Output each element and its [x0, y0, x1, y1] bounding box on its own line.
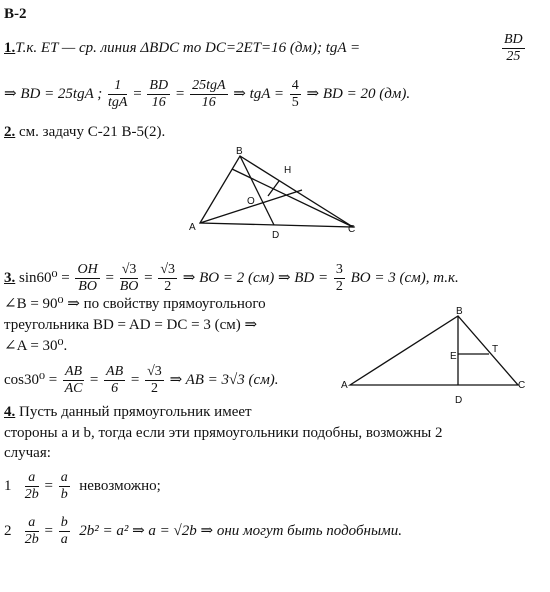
problem-4-number: 4. — [4, 404, 16, 420]
fig1-label-c: C — [348, 224, 356, 235]
fig1-label-a: A — [189, 222, 196, 233]
problem-1-line-2: ⇒ BD = 25tgA ; $\frac{1}{\text{tgA}}$ = $\frac{BD}{16}$ = $\frac{\text{25tgA}}{16}$ ⇒ tgA = $\frac{4}{5}$ ⇒ BD = 20 (дм). — [4, 78, 411, 110]
problem-4-case-2: 2 $\frac{a}{2b}$ = $\frac{b}{a}$ 2b² = a² ⇒ a = √2b ⇒ они могут быть подобными. — [4, 515, 402, 547]
variant-header: В-2 — [4, 6, 27, 22]
problem-2-text: см. задачу С-21 В-5(2). — [19, 124, 166, 140]
problem-1-tg-fraction: $\frac{BD}{25}$ — [504, 32, 523, 64]
problem-3-line-1: 3. sin60⁰ = $\frac{OH}{BO}$ = $\frac{√3}{BO}$ = $\frac{√3}{2}$ ⇒ BO = 2 (см) ⇒ BD = $\frac{3}{2}$ BO = 3 (см), т.к. — [4, 262, 459, 294]
fig2-label-t: T — [492, 344, 499, 355]
problem-4-case-1: 1 $\frac{a}{2b}$ = $\frac{a}{b}$ невозможно; — [4, 470, 161, 502]
fig1-label-d: D — [272, 230, 280, 241]
problem-1-number: 1. — [4, 40, 16, 56]
fig2-label-e: E — [450, 351, 457, 362]
fig2-label-b: B — [456, 306, 463, 317]
fig1-label-b: B — [236, 146, 243, 157]
problem-3-number: 3. — [4, 269, 16, 286]
problem-3-cos-line: cos30⁰ = $\frac{AB}{AC}$ = $\frac{AB}{6}$ = $\frac{√3}{2}$ ⇒ AB = 3√3 (см). — [4, 364, 279, 396]
problem-1-text: Т.к. ET — ср. линия ΔBDC то DC=2ET=16 (дм); tgA = — [15, 40, 361, 56]
problem-4-line-3: случая: — [4, 445, 51, 461]
fig2-label-c: C — [518, 380, 526, 391]
fig2-label-a: A — [341, 380, 348, 391]
problem-2-number: 2. — [4, 124, 16, 140]
fig1-label-h: H — [284, 165, 292, 176]
problem-4-line-2: стороны a и b, тогда если эти прямоугольники подобны, возможны 2 — [4, 425, 443, 441]
fig1-label-o: O — [247, 196, 255, 207]
problem-3-line-2: ∠B = 90⁰ ⇒ по свойству прямоугольного — [4, 296, 266, 312]
problem-4-line-1: 4. Пусть данный прямоугольник имеет — [4, 404, 252, 420]
problem-3-line-4: ∠A = 30⁰. — [4, 338, 68, 354]
fig2-label-d: D — [455, 395, 463, 406]
problem-3-line-3: треугольника BD = AD = DC = 3 (см) ⇒ — [4, 317, 258, 333]
